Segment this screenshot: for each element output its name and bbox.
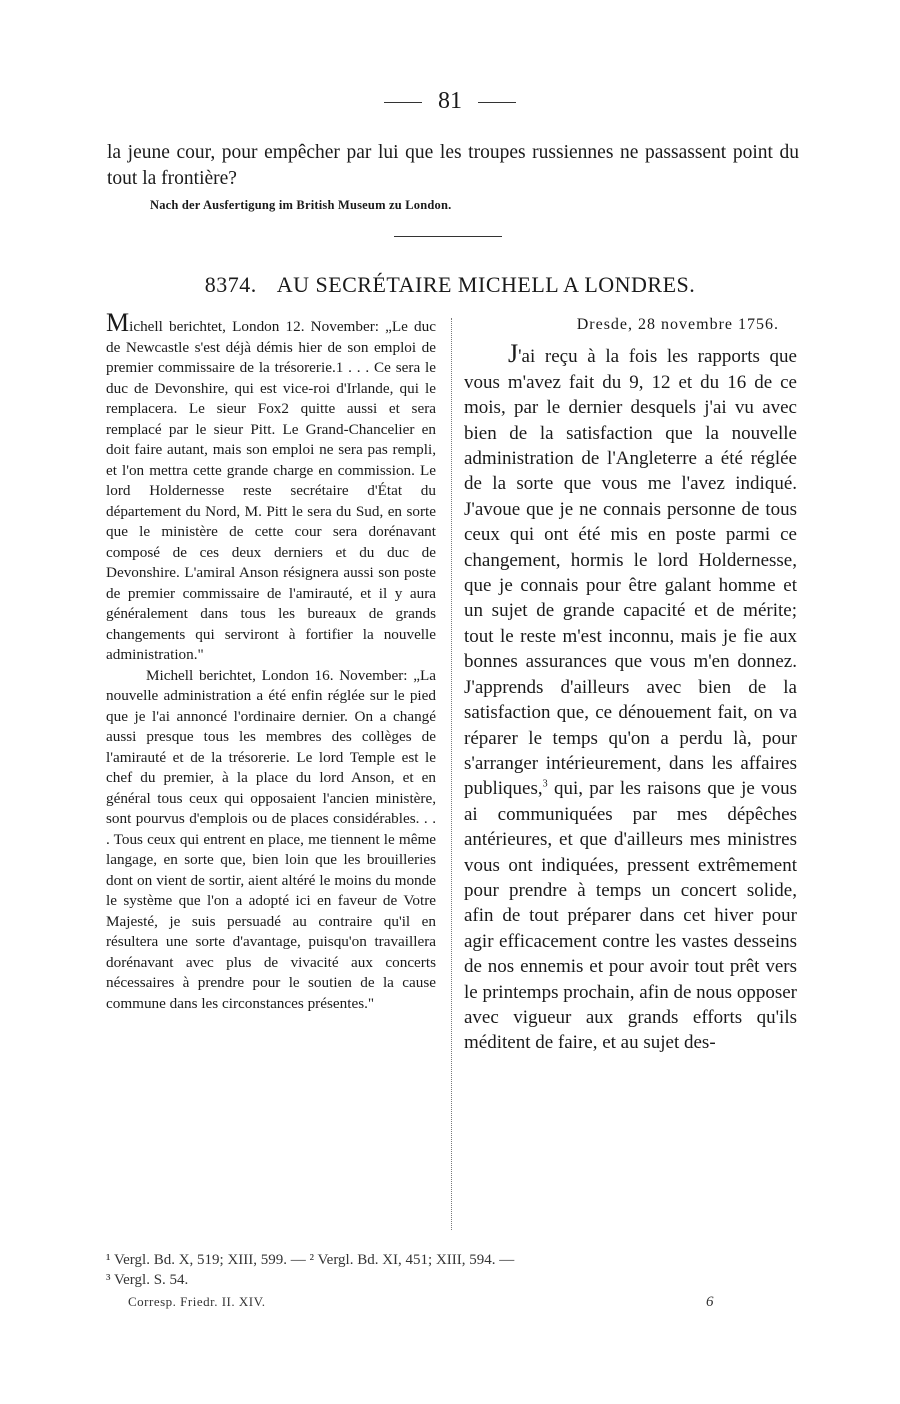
opening-paragraph: la jeune cour, pour empêcher par lui que les troupes russiennes ne passassent point du tout la frontière? xyxy=(107,142,799,189)
footnote-line-1: ¹ Vergl. Bd. X, 519; XIII, 599. — ² Vergl. Bd. XI, 451; XIII, 594. — xyxy=(106,1252,515,1268)
letter-body xyxy=(464,341,797,1055)
letter-initial: J xyxy=(508,339,519,369)
footnote-ref-3: 3 xyxy=(542,778,548,790)
report-paragraph-1 xyxy=(106,308,436,666)
letter-paragraph xyxy=(464,341,797,1055)
header-dash-right xyxy=(478,102,516,103)
footnotes xyxy=(106,1250,798,1290)
signature-mark-left: Corresp. Friedr. II. XIV. xyxy=(128,1294,266,1309)
letter-text-a: 'ai reçu à la fois les rapports que vous m'avez fait du 9, 12 et du 16 de ce mois, par le dernier desquels j'ai vu avec bien de la satisfaction que la nouvelle administration de l'Angleterre a été réglée de la sorte que vous me l'avez indiqué. J'avoue que je ne connais personne de tous ceux qui ont été mis en poste parmi ce changement, hormis le lord Holdernesse, que je connais pour être galant homme et un sujet de grande capacité et de mérite; tout le reste m'est inconnu, mais je fie aux bonnes assurances que vous m'en donnez. J'apprends d'ailleurs avec bien de la satisfaction que, ce dénouement fait, on va réparer le temps qu'on a perdu là, pour s'arranger intérieurement, dans les affaires publiques, xyxy=(464,346,797,800)
footnote-line-2: ³ Vergl. S. 54. xyxy=(106,1272,189,1288)
source-note: Nach der Ausfertigung im British Museum zu London. xyxy=(150,198,452,212)
signature-mark-right: 6 xyxy=(706,1294,714,1310)
letter-number: 8374. xyxy=(204,272,257,297)
letter-column xyxy=(464,312,797,1056)
report-paragraph-2: Michell berichtet, London 16. November: „La nouvelle administration a été enfin réglée sur le pied que je l'ai annoncé l'ordinaire dernier. On a changé aussi presque tous les membres des collèges de l'amirauté et de la trésorerie. Le lord Temple est le chef du premier, à la place du lord Anson, et en général tous ceux qui opposaient l'ancien ministère, sont pourvus d'emplois ou de places considérables. . . . Tous ceux qui entrent en place, me tiennent le même langage, en sorte que, bien loin que les brouilleries dont on vient de sortir, aient altéré le moins du monde le système que l'on a adopté ici en faveur de Votre Majesté, je suis persuadé au contraire qu'il en résultera une sorte d'avantage, puisqu'on travaillera dorénavant avec plus de vivacité aux concerts nécessaires à prendre pour le soutien de la cause commune dans les circonstances présentes." xyxy=(106,666,436,1012)
letter-title xyxy=(0,272,900,298)
section-rule xyxy=(394,236,502,237)
header-dash-left xyxy=(384,102,422,103)
report-paragraph-1-text: ichell berichtet, London 12. November: „Le duc de Newcastle s'est déjà démis hier de son emploi de premier commissaire de la trésorerie.1 . . . Ce sera le duc de Devonshire, qui est vice-roi d'Irlande, qui le remplacera. Le sieur Fox2 quitte aussi et sera remplacé par le sieur Pitt. Le Grand-Chancelier en doit faire autant, mais son emploi ne sera pas rempli, et l'on mettra cette grande charge en commission. Le lord Holdernesse reste secrétaire d'État du département du Nord, M. Pitt le sera du Sud, en sorte que le ministère de cette cour sera dorénavant composé de ces deux derniers et du duc de Devonshire. L'amiral Anson résignera aussi son poste de premier commissaire de l'amirauté, et il y aura généralement dans tous les bureaux de grands changements qui serviront à fortifier la nouvelle administration." xyxy=(106,318,436,663)
report-column xyxy=(106,308,436,1014)
page-footer xyxy=(128,1294,714,1311)
page-number: 81 xyxy=(438,88,462,114)
drop-initial: M xyxy=(106,308,130,337)
letter-text-b: qui, par les raisons que je vous ai communiquées par mes dépêches antérieures, et que d'ailleurs mes ministres vous ont indiquées, pressent extrêmement pour prendre à temps un concert solide, afin de tout préparer dans cet hiver pour agir efficacement contre les vastes desseins de nos ennemis et pour avoir tout prêt vers le printemps prochain, afin de nous opposer avec vigueur aux grands efforts qu'ils méditent de faire, et au sujet des- xyxy=(464,778,797,1054)
letter-date: Dresde, 28 novembre 1756. xyxy=(576,316,779,333)
page-header xyxy=(0,88,900,115)
letter-heading: AU SECRÉTAIRE MICHELL A LONDRES. xyxy=(276,272,696,297)
column-divider xyxy=(451,318,452,1230)
